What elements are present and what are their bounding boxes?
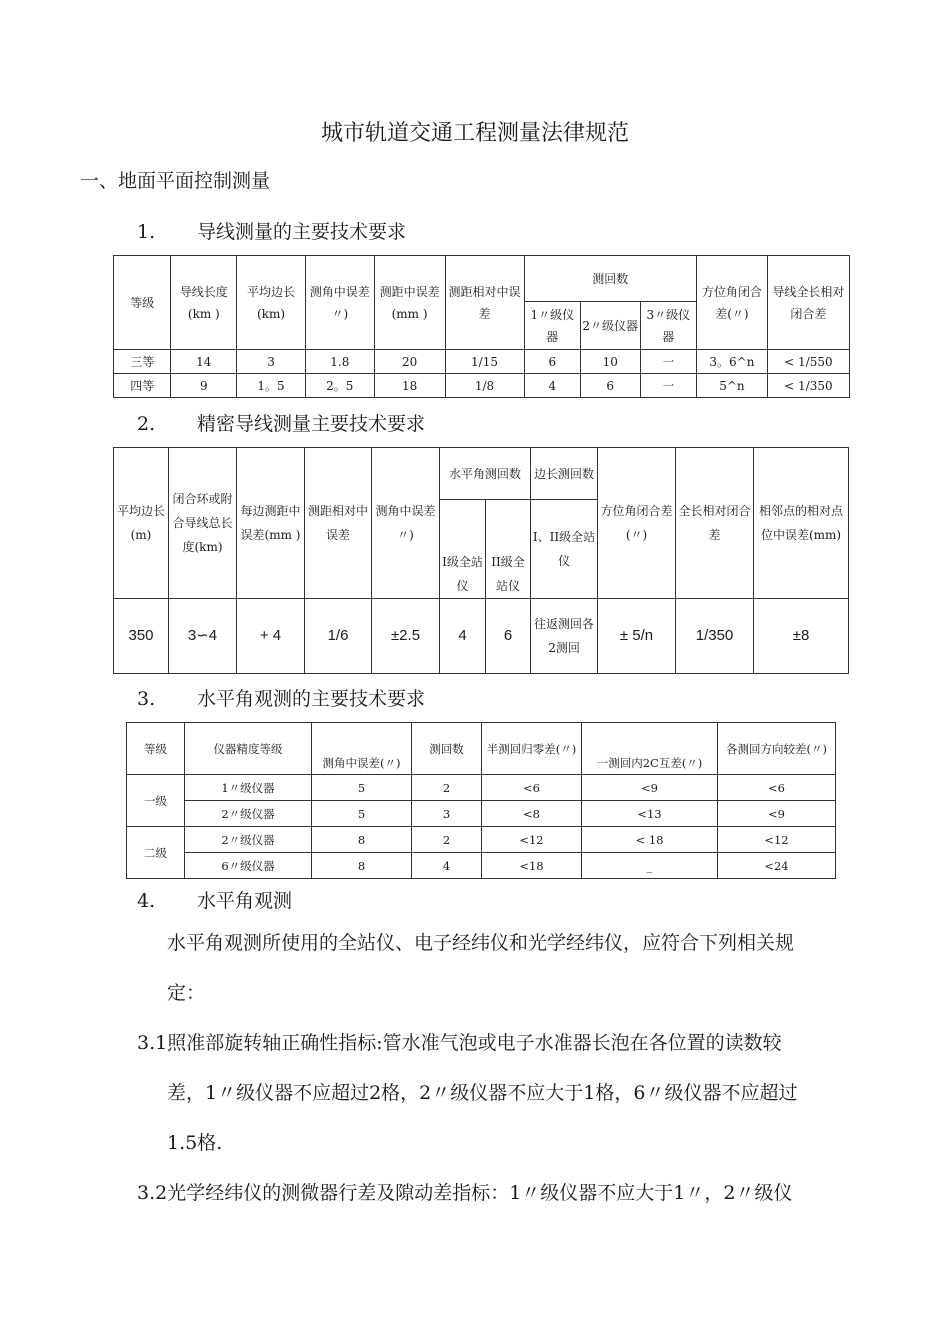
header-cell: 测回数 (412, 723, 482, 775)
header-cell: 全长相对闭合差 (676, 448, 754, 599)
table-row (114, 374, 850, 398)
header-cell: 平均边长(km) (237, 256, 306, 350)
table-cell: 3 (237, 350, 306, 374)
table-cell: < 18 (582, 827, 718, 853)
subsection-number: 4. (137, 890, 156, 912)
table-cell: 10 (580, 350, 640, 374)
table-cell: 1/8 (445, 374, 524, 398)
table-cell: 3。6^n (697, 350, 768, 374)
header-cell: 3〃级仪器 (640, 302, 696, 350)
table-row (114, 350, 850, 374)
table-cell: 9 (171, 374, 237, 398)
table-cell: 1.8 (305, 350, 374, 374)
horizontal-angle-table (126, 722, 836, 879)
header-cell: 等级 (114, 256, 171, 350)
table-cell: 往返测回各2测回 (531, 599, 598, 674)
traverse-requirements-table (113, 255, 850, 398)
table-cell: 350 (114, 599, 169, 674)
header-cell: 各测回方向较差(〃) (718, 723, 836, 775)
header-cell: 等级 (127, 723, 185, 775)
header-cell: 测回数 (524, 256, 696, 302)
header-cell: 测距中误差(mm ) (374, 256, 445, 350)
subsection-heading-2 (137, 409, 425, 436)
table-cell: 2 (412, 775, 482, 801)
section-heading: 一、地面平面控制测量 (80, 170, 271, 192)
grade-cell: 二级 (127, 827, 185, 879)
table-cell: 4 (440, 599, 486, 674)
table-row (127, 775, 836, 801)
table-cell: ±2.5 (372, 599, 440, 674)
header-cell: II级全站仪 (486, 500, 531, 599)
header-cell: 测角中误差(〃) (312, 723, 412, 775)
subsection-heading-4 (137, 886, 292, 913)
table-cell: <12 (718, 827, 836, 853)
table-cell: 5 (312, 775, 412, 801)
table-cell: 一 (640, 350, 696, 374)
subsection-text: 精密导线测量主要技术要求 (197, 413, 426, 435)
table-cell: + 4 (237, 599, 305, 674)
document-title: 城市轨道交通工程测量法律规范 (320, 121, 629, 146)
header-cell: 平均边长(m) (114, 448, 169, 599)
table-cell: < 1/550 (767, 350, 849, 374)
subsection-number: 1. (137, 221, 156, 243)
table-cell: 5 (312, 801, 412, 827)
table-cell: 8 (312, 853, 412, 879)
header-cell: 导线长度(km ) (171, 256, 237, 350)
subsection-text: 导线测量的主要技术要求 (197, 221, 407, 243)
body-paragraph-line: 3.2光学经纬仪的测微器行差及隙动差指标：1〃级仪器不应大于1〃，2〃级仪 (137, 1182, 793, 1204)
table-cell: <6 (482, 775, 582, 801)
table-cell: <18 (482, 853, 582, 879)
subsection-heading-3 (137, 684, 425, 711)
table-cell: 4 (524, 374, 580, 398)
table-cell: <13 (582, 801, 718, 827)
table-cell: <9 (582, 775, 718, 801)
header-cell: 一测回内2C互差(〃) (582, 723, 718, 775)
header-cell: 测角中误差〃) (372, 448, 440, 599)
subsection-heading-1 (137, 217, 406, 244)
header-cell: 边长测回数 (531, 448, 598, 500)
header-cell: 2〃级仪器 (580, 302, 640, 350)
header-cell: I级全站仪 (440, 500, 486, 599)
table-cell: <9 (718, 801, 836, 827)
table-cell: 1〃级仪器 (185, 775, 312, 801)
header-cell: 水平角测回数 (440, 448, 531, 500)
table-cell: 2 (412, 827, 482, 853)
header-cell: 方位角闭合差(〃) (598, 448, 676, 599)
table-row (127, 801, 836, 827)
header-cell: 仪器精度等级 (185, 723, 312, 775)
table-cell: ±8 (754, 599, 849, 674)
table-cell: _ (582, 853, 718, 879)
table-cell: <8 (482, 801, 582, 827)
table-cell: 20 (374, 350, 445, 374)
header-cell: 半测回归零差(〃) (482, 723, 582, 775)
table-cell: 一 (640, 374, 696, 398)
table-cell: 6 (580, 374, 640, 398)
header-cell: 每边测距中误差(mm ) (237, 448, 305, 599)
table-cell: <6 (718, 775, 836, 801)
table-cell: 18 (374, 374, 445, 398)
body-paragraph-line: 3.1照准部旋转轴正确性指标:管水准气泡或电子水准器长泡在各位置的读数较 (137, 1032, 782, 1054)
table-cell: 2。5 (305, 374, 374, 398)
table-cell: 四等 (114, 374, 171, 398)
table-cell: 1。5 (237, 374, 306, 398)
header-cell: 方位角闭合差(〃) (697, 256, 768, 350)
grade-cell: 一级 (127, 775, 185, 827)
table-cell: 4 (412, 853, 482, 879)
header-cell: 测角中误差〃) (305, 256, 374, 350)
body-paragraph-line: 1.5格. (167, 1132, 223, 1154)
header-cell: 相邻点的相对点位中误差(mm) (754, 448, 849, 599)
table-cell: 1/350 (676, 599, 754, 674)
header-cell: I、II级全站仪 (531, 500, 598, 599)
table-row (127, 827, 836, 853)
table-cell: < 1/350 (767, 374, 849, 398)
table-cell: 5^n (697, 374, 768, 398)
table-row (114, 599, 849, 674)
table-cell: 1/15 (445, 350, 524, 374)
subsection-text: 水平角观测的主要技术要求 (197, 688, 426, 710)
table-cell: 2〃级仪器 (185, 801, 312, 827)
header-cell: 1〃级仪器 (524, 302, 580, 350)
header-cell: 闭合环或附合导线总长度(km) (169, 448, 237, 599)
table-cell: 6 (524, 350, 580, 374)
header-cell: 导线全长相对闭合差 (767, 256, 849, 350)
header-cell: 测距相对中误差 (445, 256, 524, 350)
table-cell: 2〃级仪器 (185, 827, 312, 853)
subsection-text: 水平角观测 (197, 890, 293, 912)
table-cell: 三等 (114, 350, 171, 374)
table-cell: 6 (486, 599, 531, 674)
body-paragraph-line: 差，1〃级仪器不应超过2格，2〃级仪器不应大于1格，6〃级仪器不应超过 (167, 1082, 798, 1104)
body-paragraph-line: 水平角观测所使用的全站仪、电子经纬仪和光学经纬仪，应符合下列相关规 (167, 932, 795, 954)
table-cell: 3∽4 (169, 599, 237, 674)
table-cell: 1/6 (305, 599, 372, 674)
table-cell: ± 5/n (598, 599, 676, 674)
table-cell: 8 (312, 827, 412, 853)
table-cell: 14 (171, 350, 237, 374)
subsection-number: 2. (137, 413, 156, 435)
table-cell: 3 (412, 801, 482, 827)
table-cell: <24 (718, 853, 836, 879)
header-cell: 测距相对中误差 (305, 448, 372, 599)
precise-traverse-table (113, 447, 849, 674)
table-cell: 6〃级仪器 (185, 853, 312, 879)
table-row (127, 853, 836, 879)
subsection-number: 3. (137, 688, 156, 710)
body-paragraph-line: 定： (167, 982, 206, 1004)
table-cell: <12 (482, 827, 582, 853)
